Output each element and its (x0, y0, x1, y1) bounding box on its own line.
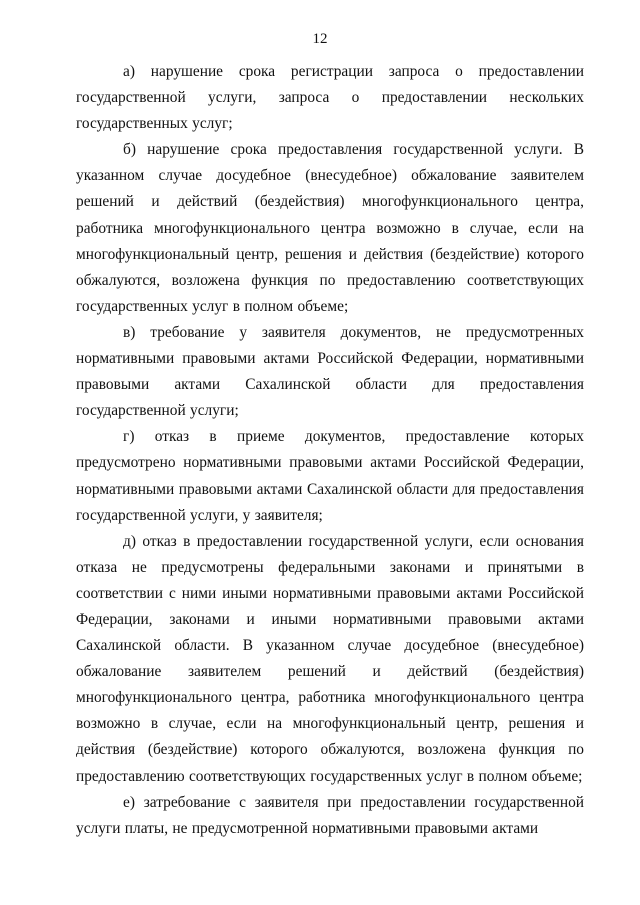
paragraph-v: в) требование у заявителя документов, не предусмотренных нормативными правовыми актами Российской Федерации, нормативными правовыми актами Сахалинской области для предоставления государственной услуги; (76, 323, 584, 420)
document-body (76, 59, 584, 842)
paragraph-b: б) нарушение срока предоставления государственной услуги. В указанном случае досудебное (внесудебное) обжалование заявителем решений и действий (бездействия) многофункционального центра, работника многофункционального центра возможно в случае, если на многофункциональный центр, решения и действия (бездействие) которого обжалуются, возложена функция по предоставлению соответствующих государственных услуг в полном объеме; (76, 141, 584, 315)
paragraph-d: д) отказ в предоставлении государственной услуги, если основания отказа не предусмотрены федеральными законами и принятыми в соответствии с ними иными нормативными правовыми актами Российской Федерации, законами и иными нормативными правовыми актами Сахалинской области. В указанном случае досудебное (внесудебное) обжалование заявителем решений и действий (бездействия) многофункционального центра, работника многофункционального центра возможно в случае, если на многофункциональный центр, решения и действия (бездействие) которого обжалуются, возложена функция по предоставлению соответствующих государственных услуг в полном объеме; (76, 532, 584, 785)
paragraph-e: е) затребование с заявителя при предоставлении государственной услуги платы, не предусмотренной нормативными правовыми актами (76, 793, 584, 837)
paragraph-a: а) нарушение срока регистрации запроса о предоставлении государственной услуги, запроса о предоставлении нескольких государственных услуг; (76, 63, 584, 133)
page-number: 12 (312, 31, 328, 47)
paragraph-g: г) отказ в приеме документов, предоставление которых предусмотрено нормативными правовыми актами Российской Федерации, нормативными правовыми актами Сахалинской области для предоставления государственной услуги, у заявителя; (76, 428, 584, 524)
